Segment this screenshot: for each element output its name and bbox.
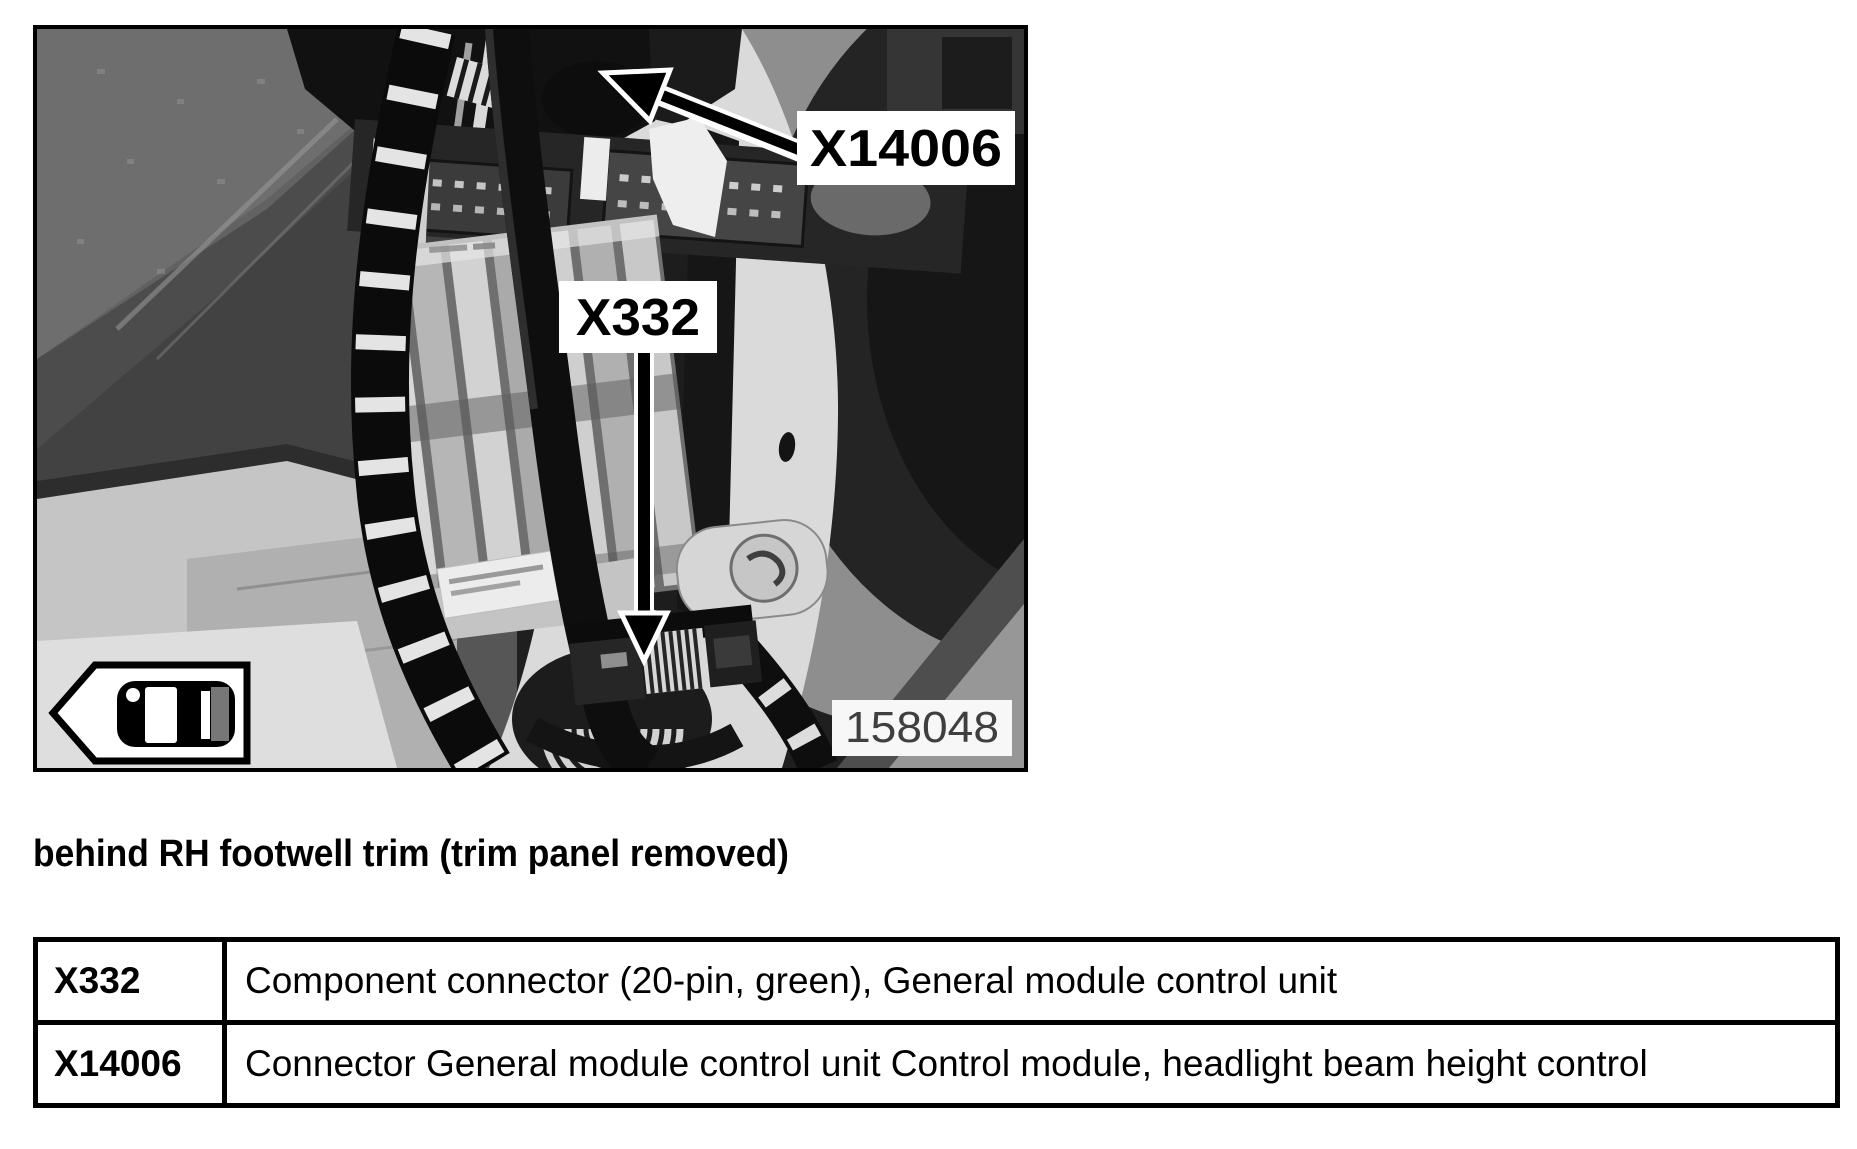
- table-row: [36, 940, 1838, 1023]
- connector-description-cell: Connector General module control unit Control module, headlight beam height control: [225, 1023, 1838, 1106]
- connector-key-cell: X332: [36, 940, 225, 1023]
- car-orientation-icon: [53, 665, 247, 761]
- x14006-callout-text: X14006: [810, 120, 1002, 178]
- x332-callout: [559, 281, 717, 353]
- table-row: [36, 1023, 1838, 1106]
- x332-callout-text: X332: [576, 289, 700, 347]
- photo-illustration: [37, 29, 1024, 768]
- x14006-callout: [797, 111, 1015, 185]
- figure-number: [832, 700, 1012, 756]
- photo-caption: behind RH footwell trim (trim panel removed): [33, 833, 789, 875]
- mounting-boss: [673, 516, 832, 626]
- location-photo: [33, 25, 1028, 772]
- connector-description-cell: Component connector (20-pin, green), General module control unit: [225, 940, 1838, 1023]
- connector-key-cell: X14006: [36, 1023, 225, 1106]
- figure-number-text: 158048: [845, 703, 999, 752]
- connector-legend-table: [33, 937, 1840, 1108]
